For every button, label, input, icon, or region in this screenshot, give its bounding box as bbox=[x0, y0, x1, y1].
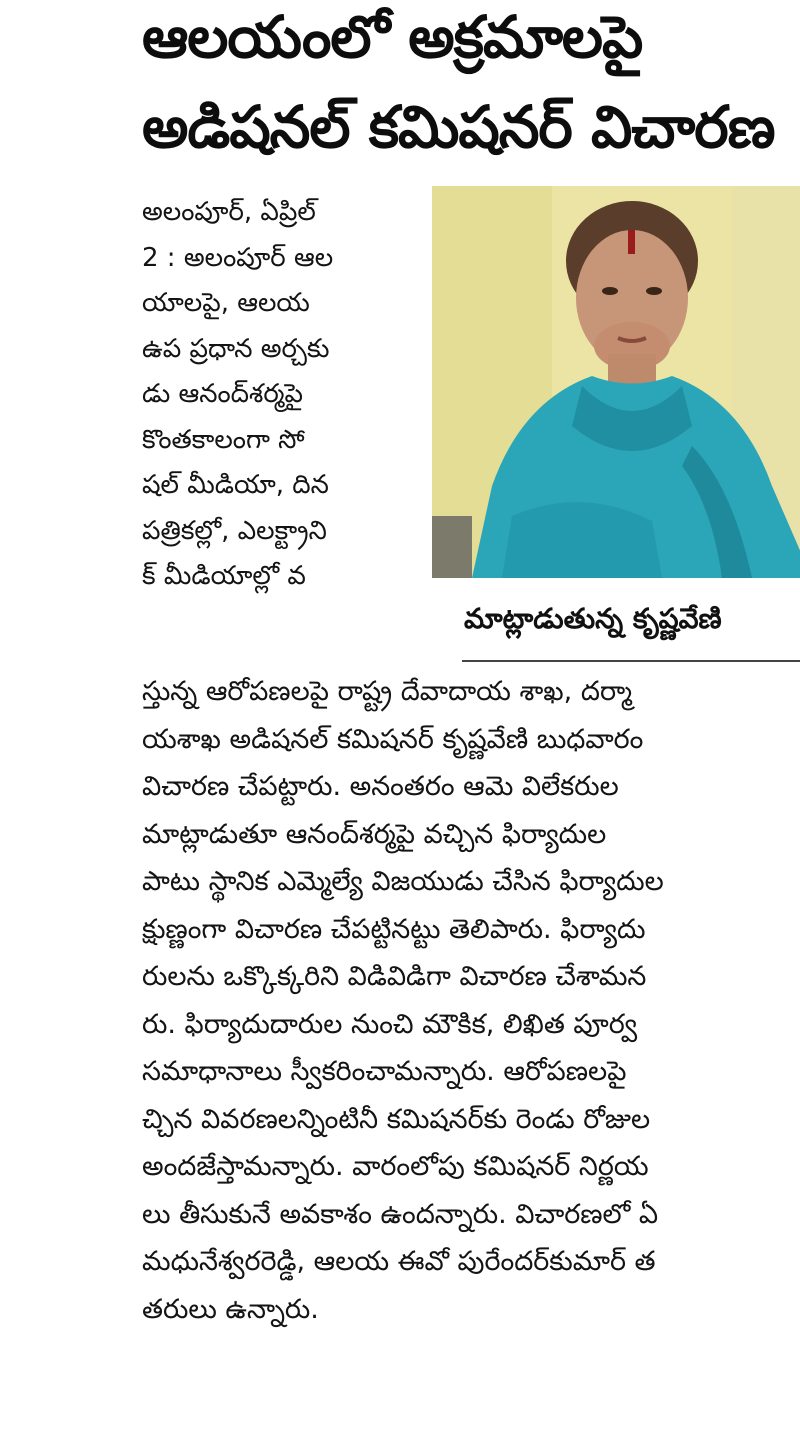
headline-line-1: ఆలయంలో అక్రమాలపై bbox=[142, 3, 643, 71]
body-line: క్షుణ్ణంగా విచారణ చేపట్టినట్టు తెలిపారు. ఫిర్యాదు bbox=[142, 913, 646, 945]
body-line: యశాఖ అడిషనల్ కమిషనర్ కృష్ణవేణి బుధవారం bbox=[142, 723, 644, 755]
body-line: రు. ఫిర్యాదుదారుల నుంచి మౌకిక, లిఖిత పూర్వ bbox=[142, 1008, 638, 1040]
column-line: డు ఆనంద్‌శర్మపై bbox=[142, 379, 304, 409]
headline-line-2: అడిషనల్ కమిషనర్ విచారణ bbox=[142, 93, 775, 161]
body-line: సమాధానాలు స్వీకరించామన్నారు. ఆరోపణలపై bbox=[142, 1056, 627, 1087]
body-line: తరులు ఉన్నారు. bbox=[142, 1293, 319, 1325]
caption-divider bbox=[462, 660, 800, 662]
body-line: అందజేస్తామన్నారు. వారంలోపు కమిషనర్ నిర్ణయ bbox=[142, 1151, 649, 1182]
body-line: విచారణ చేపట్టారు. అనంతరం ఆమె విలేకరుల bbox=[142, 771, 619, 802]
column-line: ఉప ప్రధాన అర్చకు bbox=[142, 333, 330, 364]
photo-caption: మాట్లాడుతున్న కృష్ణవేణి bbox=[464, 602, 722, 635]
body-line: మాట్లాడుతూ ఆనంద్‌శర్మపై వచ్చిన ఫిర్యాదుల bbox=[142, 818, 607, 850]
column-line: యాలపై, ఆలయ bbox=[142, 288, 310, 318]
column-line: పత్రికల్లో, ఎలక్ట్రాని bbox=[142, 515, 327, 546]
article-column-text bbox=[142, 190, 412, 600]
article-body-text bbox=[142, 668, 800, 1333]
body-line: స్తున్న ఆరోపణలపై రాష్ట్ర దేవాదాయ శాఖ, దర్మా bbox=[142, 676, 633, 707]
body-line: రులను ఒక్కొక్కరిని విడివిడిగా విచారణ చేశామన bbox=[142, 961, 647, 992]
column-line: షల్ మీడియా, దిన bbox=[142, 470, 329, 500]
woman-portrait-illustration bbox=[432, 186, 800, 578]
column-line: క్ మీడియాల్లో వ bbox=[142, 561, 306, 591]
column-line: 2 : అలంపూర్ ఆల bbox=[142, 242, 334, 273]
body-line: చ్చిన వివరణలన్నింటినీ కమిషనర్‌కు రెండు రోజుల bbox=[142, 1103, 651, 1135]
body-line: లు తీసుకునే అవకాశం ఉందన్నారు. విచారణలో ఏ bbox=[142, 1198, 659, 1230]
body-line: మధునేశ్వరరెడ్డి, ఆలయ ఈవో పురేందర్‌కుమార్ త bbox=[142, 1246, 656, 1277]
body-line: పాటు స్థానిక ఎమ్మెల్యే విజయుడు చేసిన ఫిర్యాదుల bbox=[142, 866, 664, 897]
news-photo bbox=[432, 186, 800, 578]
column-line: కొంతకాలంగా సో bbox=[142, 424, 305, 455]
column-line: అలంపూర్, ఏప్రిల్ bbox=[142, 197, 316, 227]
